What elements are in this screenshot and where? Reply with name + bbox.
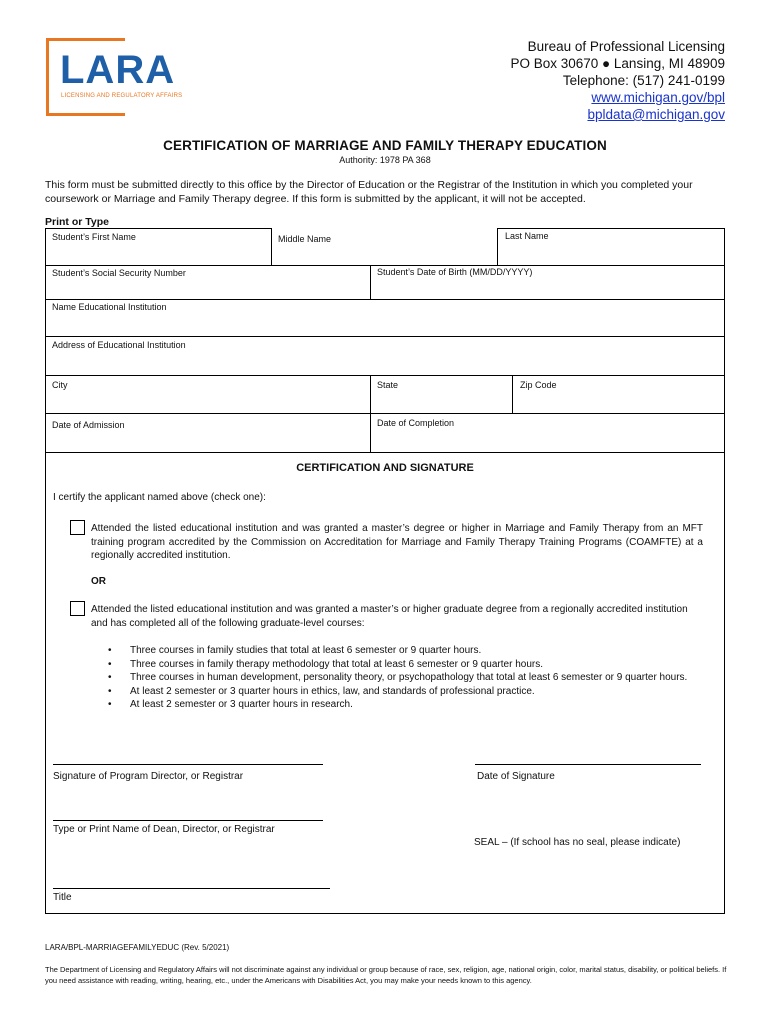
option1-checkbox[interactable] <box>70 520 85 535</box>
last-name-field[interactable] <box>497 228 725 266</box>
course-item: • Three courses in family therapy methodology that total at least 6 semester or 9 quarter hours. <box>108 658 708 672</box>
state-field[interactable] <box>370 375 513 414</box>
admission-date-field[interactable] <box>45 413 371 453</box>
course-item: • Three courses in family studies that total at least 6 semester or 9 quarter hours. <box>108 644 708 658</box>
middle-name-field[interactable] <box>271 228 498 266</box>
title-label: Title <box>53 892 72 903</box>
first-name-label: Student’s First Name <box>52 232 136 242</box>
bureau-address <box>510 38 725 123</box>
institution-name-label: Name Educational Institution <box>52 302 167 312</box>
admission-date-label: Date of Admission <box>52 420 125 430</box>
institution-address-field[interactable] <box>45 336 725 376</box>
ssn-field[interactable] <box>45 265 371 300</box>
lara-logo: LARA <box>60 48 176 92</box>
name-line[interactable] <box>53 820 323 821</box>
or-label: OR <box>91 576 106 587</box>
form-id: LARA/BPL-MARRIAGEFAMILYEDUC (Rev. 5/2021) <box>45 943 230 952</box>
seal-label: SEAL – (If school has no seal, please indicate) <box>474 837 681 848</box>
form-title: CERTIFICATION OF MARRIAGE AND FAMILY THERAPY EDUCATION <box>163 138 607 153</box>
course-list <box>108 644 708 712</box>
option2-checkbox[interactable] <box>70 601 85 616</box>
completion-date-label: Date of Completion <box>377 418 455 428</box>
state-label: State <box>377 380 399 390</box>
name-label: Type or Print Name of Dean, Director, or Registrar <box>53 824 275 835</box>
dob-field[interactable] <box>370 265 725 300</box>
website-link[interactable]: www.michigan.gov/bpl <box>591 90 725 105</box>
zip-field[interactable] <box>512 375 725 414</box>
date-signature-line[interactable] <box>475 764 701 765</box>
certification-heading: CERTIFICATION AND SIGNATURE <box>296 462 474 474</box>
signature-label: Signature of Program Director, or Registrar <box>53 771 244 782</box>
authority-text: Authority: 1978 PA 368 <box>339 155 431 165</box>
zip-label: Zip Code <box>520 380 557 390</box>
intro-text: This form must be submitted directly to this office by the Director of Education or the Registrar of the Institution in which you completed your coursework or Marriage and Family Therapy degree. If this form is submitted by the applicant, it will not be accepted. <box>45 179 693 205</box>
option1-text: Attended the listed educational institution and was granted a master’s degree or higher in Marriage and Family Therapy from an MFT training program accredited by the Commission on Accreditation for Marriage and Family Therapy Training Programs (COAMFTE) at a regionally accredited institution. <box>91 523 703 561</box>
date-signature-label: Date of Signature <box>477 771 555 782</box>
completion-date-field[interactable] <box>370 413 725 453</box>
ssn-label: Student’s Social Security Number <box>52 268 186 278</box>
bureau-telephone: Telephone: (517) 241-0199 <box>562 73 725 88</box>
bureau-po-box: PO Box 30670 ● Lansing, MI 48909 <box>510 56 725 71</box>
lara-logo-subtitle: LICENSING AND REGULATORY AFFAIRS <box>61 93 183 99</box>
city-field[interactable] <box>45 375 371 414</box>
last-name-label: Last Name <box>505 231 549 241</box>
option2-text: Attended the listed educational institution and was granted a master’s or higher graduate degree from a regionally accredited institution and has completed all of the following graduate-level courses: <box>91 604 688 629</box>
middle-name-label: Middle Name <box>278 234 332 244</box>
signature-line[interactable] <box>53 764 323 765</box>
city-label: City <box>52 380 68 390</box>
bureau-name: Bureau of Professional Licensing <box>527 39 725 54</box>
print-or-type-label: Print or Type <box>45 216 109 228</box>
first-name-field[interactable] <box>45 228 272 266</box>
nondiscrimination-notice: The Department of Licensing and Regulatory Affairs will not discriminate against any individual or group because of race, sex, religion, age, national origin, color, marital status, disability, or political beliefs. If you need assistance with reading, writing, hearing, etc., under the Americans with Disabilities Act, you may make your needs known to this agency. <box>45 965 727 985</box>
certify-text: I certify the applicant named above (check one): <box>53 492 266 503</box>
course-item: • At least 2 semester or 3 quarter hours in research. <box>108 698 708 712</box>
institution-name-field[interactable] <box>45 299 725 337</box>
course-item: • Three courses in human development, personality theory, or psychopathology that total at least 6 semester or 9 quarter hours. <box>108 671 708 685</box>
institution-address-label: Address of Educational Institution <box>52 340 186 350</box>
title-line[interactable] <box>53 888 330 889</box>
email-link[interactable]: bpldata@michigan.gov <box>587 107 725 122</box>
dob-label: Student’s Date of Birth (MM/DD/YYYY) <box>377 267 533 277</box>
course-item: • At least 2 semester or 3 quarter hours in ethics, law, and standards of professional practice. <box>108 685 708 699</box>
